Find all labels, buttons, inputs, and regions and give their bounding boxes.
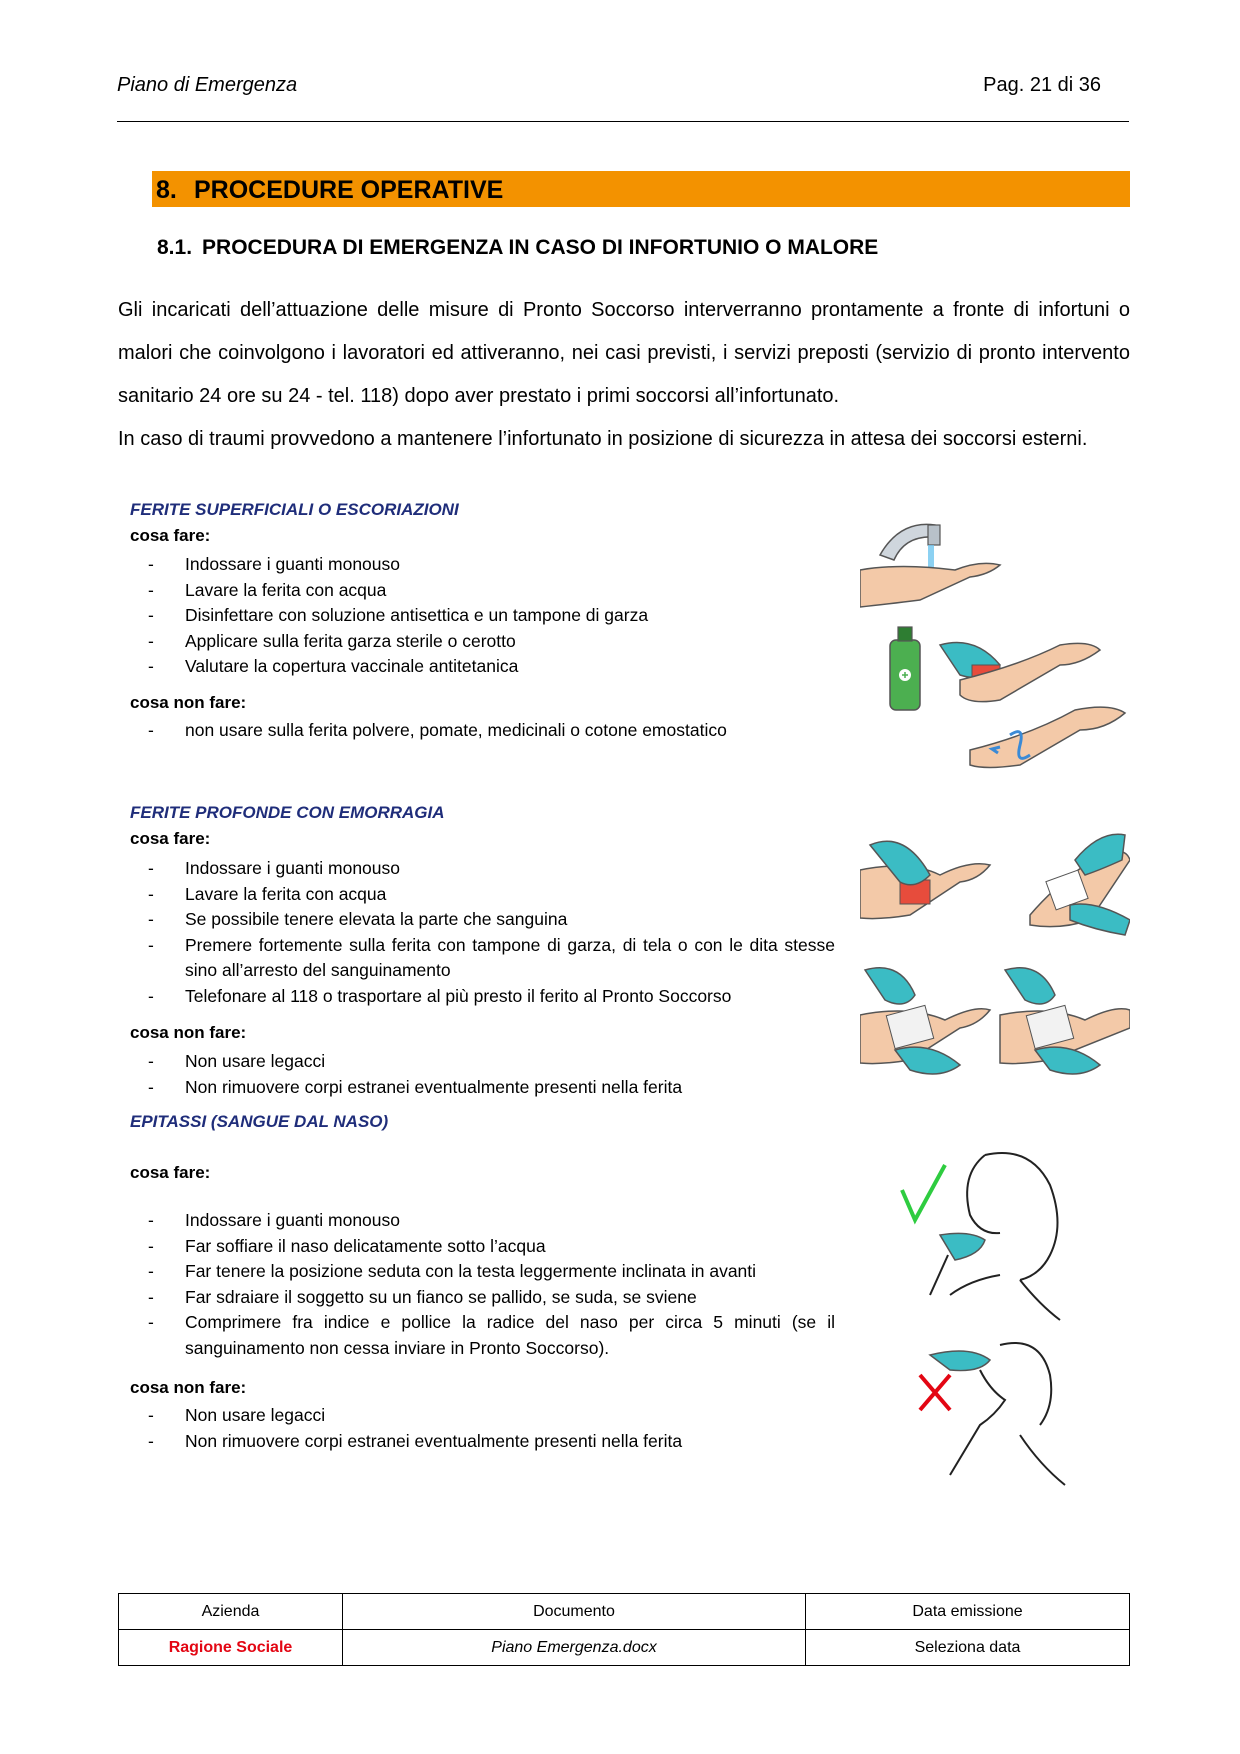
footer-company: Ragione Sociale: [119, 1630, 343, 1666]
footer-header-azienda: Azienda: [119, 1594, 343, 1630]
cross-icon: [920, 1375, 950, 1410]
document-title: Piano di Emergenza: [117, 74, 298, 96]
table-row: [119, 1630, 1130, 1666]
do-label: cosa fare:: [130, 526, 211, 545]
section-heading: [152, 171, 1130, 207]
list-item: - Se possibile tenere elevata la parte che sanguina: [130, 907, 835, 933]
footer-header-documento: Documento: [343, 1594, 806, 1630]
dont-list: [130, 1403, 835, 1454]
do-label: cosa fare:: [130, 829, 211, 848]
subsection-heading: [157, 236, 888, 260]
subsection-title: PROCEDURA DI EMERGENZA IN CASO DI INFORTUNIO O MALORE: [202, 236, 879, 259]
list-item: - Disinfettare con soluzione antisettica e un tampone di garza: [130, 603, 835, 629]
footer-table: [118, 1593, 1130, 1666]
do-list: [130, 856, 835, 1009]
footer-header-data: Data emissione: [806, 1594, 1130, 1630]
list-item: - Valutare la copertura vaccinale antitetanica: [130, 654, 835, 680]
header-rule: [117, 121, 1129, 122]
dont-label: cosa non fare:: [130, 1023, 247, 1042]
list-item: - Premere fortemente sulla ferita con tampone di garza, di tela o con le dita stesse sino all’arresto del sanguinamento: [130, 933, 835, 984]
list-item: - Indossare i guanti monouso: [130, 856, 835, 882]
list-item: - Non rimuovere corpi estranei eventualmente presenti nella ferita: [130, 1429, 835, 1455]
list-item: - Non usare legacci: [130, 1403, 835, 1429]
list-item: - Far tenere la posizione seduta con la testa leggermente inclinata in avanti: [130, 1259, 835, 1285]
intro-paragraph: In caso di traumi provvedono a mantenere l’infortunato in posizione di sicurezza in attesa dei soccorsi esterni.: [118, 428, 1088, 450]
bleeding-control-illustration: [860, 820, 1130, 1095]
list-item: - Indossare i guanti monouso: [130, 552, 835, 578]
nosebleed-illustration: [890, 1145, 1090, 1510]
list-item: - Lavare la ferita con acqua: [130, 578, 835, 604]
page-number: Pag. 21 di 36: [983, 74, 1101, 96]
list-item: - Telefonare al 118 o trasportare al più presto il ferito al Pronto Soccorso: [130, 984, 835, 1010]
list-item: - Non rimuovere corpi estranei eventualmente presenti nella ferita: [130, 1075, 835, 1101]
list-item: - Applicare sulla ferita garza sterile o cerotto: [130, 629, 835, 655]
section-number: 8.: [156, 176, 177, 204]
list-item: - Non usare legacci: [130, 1049, 835, 1075]
table-row: [119, 1594, 1130, 1630]
block-title-ferite-profonde: FERITE PROFONDE CON EMORRAGIA: [130, 803, 445, 822]
dont-label: cosa non fare:: [130, 1378, 247, 1397]
footer-date[interactable]: Seleziona data: [806, 1630, 1130, 1666]
do-list: [130, 552, 835, 680]
block-title-ferite-superficiali: FERITE SUPERFICIALI O ESCORIAZIONI: [130, 500, 459, 519]
list-item: - Indossare i guanti monouso: [130, 1208, 835, 1234]
check-icon: [902, 1165, 945, 1220]
footer-document: Piano Emergenza.docx: [343, 1630, 806, 1666]
intro-text: [118, 289, 1130, 461]
wound-cleaning-illustration: [860, 515, 1130, 775]
dont-list: [130, 1049, 835, 1100]
dont-list: [130, 718, 835, 744]
list-item: - non usare sulla ferita polvere, pomate, medicinali o cotone emostatico: [130, 718, 835, 744]
list-item: - Far soffiare il naso delicatamente sotto l’acqua: [130, 1234, 835, 1260]
do-label: cosa fare:: [130, 1163, 211, 1182]
subsection-number: 8.1.: [157, 236, 193, 259]
list-item: - Far sdraiare il soggetto su un fianco se pallido, se suda, se sviene: [130, 1285, 835, 1311]
do-list: [130, 1208, 835, 1361]
intro-paragraph: Gli incaricati dell’attuazione delle misure di Pronto Soccorso interverranno prontamente a fronte di infortuni o malori che coinvolgono i lavoratori ed attiveranno, nei casi previsti, i servizi preposti (servizio di pronto intervento sanitario 24 ore su 24 - tel. 118) dopo aver prestato i primi soccorsi all’infortunato.: [118, 299, 1130, 407]
page-header: [117, 74, 1116, 104]
dont-label: cosa non fare:: [130, 693, 247, 712]
list-item: - Lavare la ferita con acqua: [130, 882, 835, 908]
list-item: - Comprimere fra indice e pollice la radice del naso per circa 5 minuti (se il sanguinamento non cessa inviare in Pronto Soccorso).: [130, 1310, 835, 1361]
block-title-epitassi: EPITASSI (SANGUE DAL NASO): [130, 1112, 389, 1131]
section-title: PROCEDURE OPERATIVE: [194, 176, 504, 204]
